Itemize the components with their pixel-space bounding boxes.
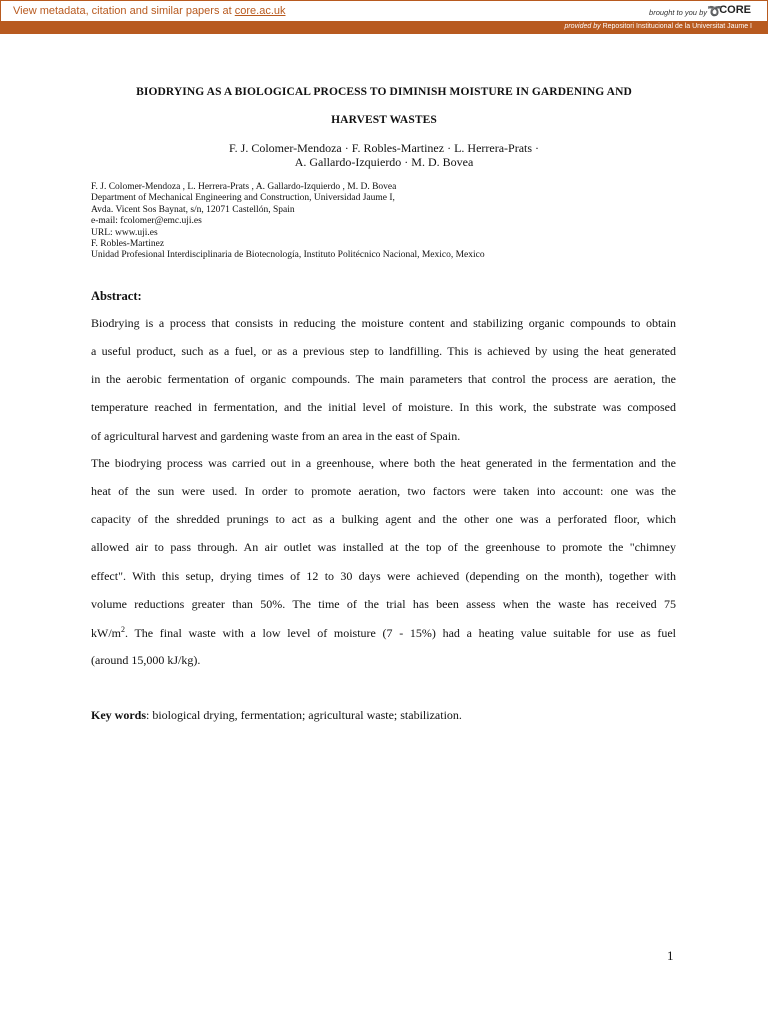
brought-to-you-text: brought to you by xyxy=(649,8,707,17)
paper-title-line-2: HARVEST WASTES xyxy=(331,114,437,126)
text-line: capacity of the shredded prunings to act as a bulking agent and the other one was a perforated floor, which xyxy=(91,512,676,527)
provided-by-label: provided by xyxy=(564,23,601,30)
authors-line-2: A. Gallardo-Izquierdo · M. D. Bovea xyxy=(294,155,474,169)
keywords xyxy=(91,708,462,723)
abstract-heading: Abstract: xyxy=(91,289,142,303)
core-logo-text: CORE xyxy=(719,4,751,16)
affiliation-block xyxy=(91,182,485,262)
provided-by-text xyxy=(564,23,752,30)
provided-by-bar xyxy=(0,22,768,34)
affiliation-line: Avda. Vicent Sos Baynat, s/n, 12071 Castellón, Spain xyxy=(91,204,295,215)
keywords-label: Key words xyxy=(91,708,146,722)
core-ac-uk-link[interactable]: core.ac.uk xyxy=(234,5,286,17)
core-logo[interactable] xyxy=(707,4,751,18)
provided-by-source: Repositori Institucional de la Universitat Jaume I xyxy=(602,23,752,30)
text-line-with-unit xyxy=(91,625,676,653)
core-logo-icon: ➰ xyxy=(707,4,723,18)
core-view-text: View metadata, citation and similar papers at xyxy=(13,5,235,17)
text-line: temperature reached in fermentation, and the initial level of moisture. In this work, the substrate was composed xyxy=(91,400,676,415)
unit-line-rest: . The final waste with a low level of moisture (7 - 15%) had a heating value suitable for use as fuel xyxy=(125,625,676,640)
unit-text: kW/m xyxy=(91,625,121,640)
text-line: in the aerobic fermentation of organic compounds. The main parameters that control the process are aeration, the xyxy=(91,372,676,387)
affiliation-line: F. J. Colomer-Mendoza , L. Herrera-Prats , A. Gallardo-Izquierdo , M. D. Bovea xyxy=(91,182,397,192)
affiliation-line: e-mail: fcolomer@emc.uji.es xyxy=(91,216,202,227)
text-line: allowed air to pass through. An air outlet was installed at the top of the greenhouse to promote the "chimney xyxy=(91,540,676,555)
affiliation-line: Department of Mechanical Engineering and Construction, Universidad Jaume I, xyxy=(91,193,395,204)
core-banner xyxy=(0,0,768,22)
affiliation-line: F. Robles-Martinez xyxy=(91,239,165,250)
text-line: The biodrying process was carried out in a greenhouse, where both the heat generated in the fermentation and the xyxy=(91,456,676,470)
abstract-paragraph-2 xyxy=(91,456,676,681)
text-line: of agricultural harvest and gardening waste from an area in the east of Spain. xyxy=(91,428,461,443)
page-number: 1 xyxy=(667,948,674,963)
text-line: volume reductions greater than 50%. The time of the trial has been assess when the waste has received 75 xyxy=(91,596,676,611)
text-line: effect". With this setup, drying times of 12 to 30 days were achieved (depending on the month), together with xyxy=(91,568,676,583)
affiliation-line: URL: www.uji.es xyxy=(91,227,158,238)
unit-superscript: 2 xyxy=(121,624,125,634)
keywords-text: : biological drying, fermentation; agricultural waste; stabilization. xyxy=(146,708,462,722)
text-line: a useful product, such as a fuel, or as a previous step to landfilling. This is achieved by using the heat generated xyxy=(91,344,676,359)
text-line: Biodrying is a process that consists in reducing the moisture content and stabilizing organic compounds to obtain xyxy=(91,316,676,330)
paper-title-line-1: BIODRYING AS A BIOLOGICAL PROCESS TO DIMINISH MOISTURE IN GARDENING AND xyxy=(136,86,632,98)
affiliation-line: Unidad Profesional Interdisciplinaria de Biotecnología, Instituto Politécnico Nacional, Mexico, Mexico xyxy=(91,250,485,261)
authors-line-1: F. J. Colomer-Mendoza · F. Robles-Martinez · L. Herrera-Prats · xyxy=(228,141,540,155)
abstract-paragraph-1 xyxy=(91,316,676,457)
core-metadata-link-text xyxy=(13,5,286,17)
text-line: (around 15,000 kJ/kg). xyxy=(91,652,201,667)
text-line: heat of the sun were used. In order to promote aeration, two factors were taken into account: one was the xyxy=(91,484,676,499)
